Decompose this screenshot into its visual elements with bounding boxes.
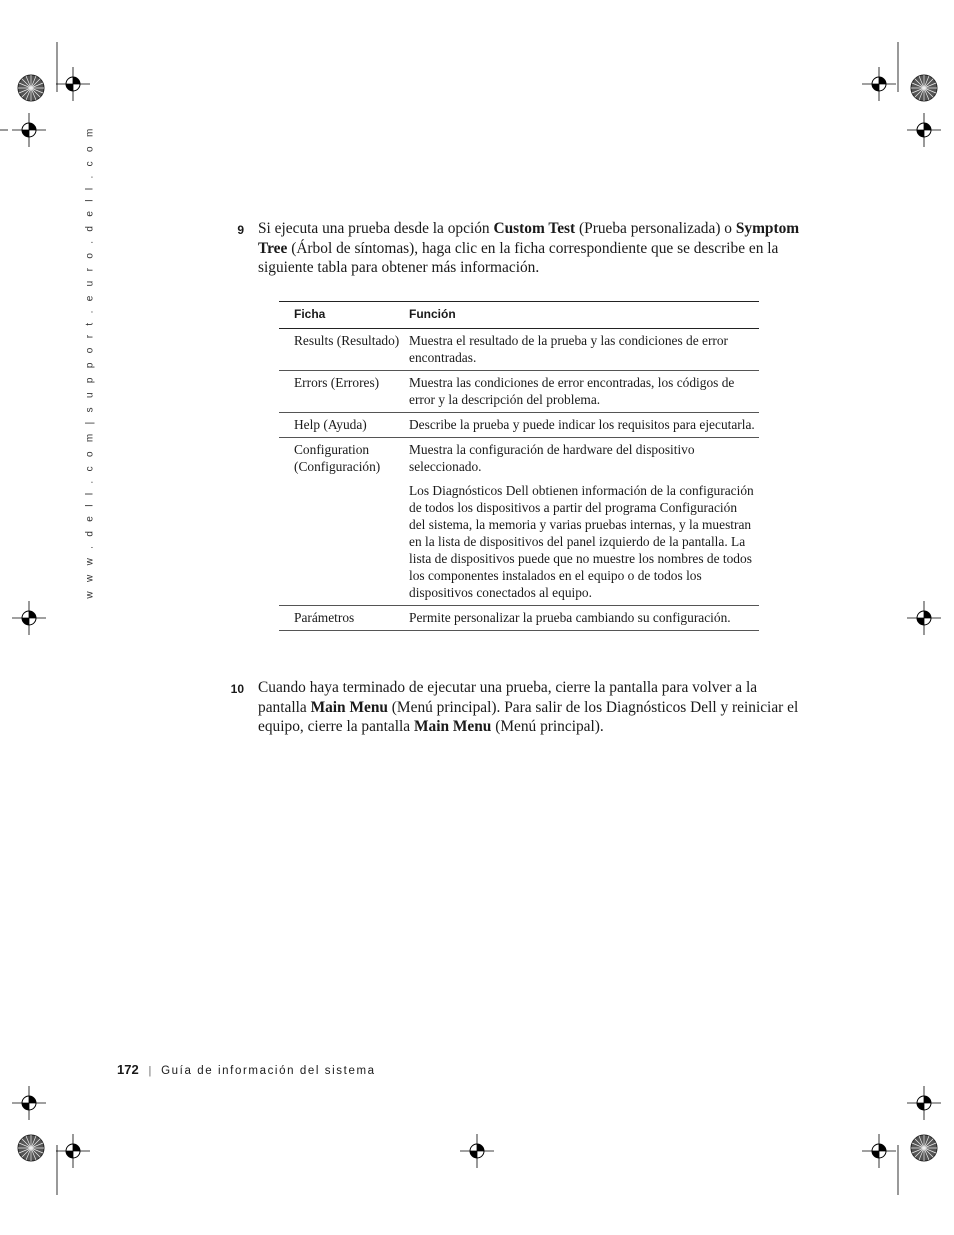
row-tab: Help (Ayuda)	[279, 413, 409, 438]
footer-title: Guía de información del sistema	[161, 1065, 376, 1077]
row-description	[409, 438, 759, 606]
main-menu-label: Main Menu	[310, 698, 388, 716]
table-row	[279, 371, 759, 413]
sidebar-url	[83, 125, 97, 599]
star-target-bottom-right	[911, 1135, 937, 1161]
crosshair-left-middle	[12, 601, 46, 635]
step-10	[214, 678, 804, 737]
row-description: Describe la prueba y puede indicar los requisitos para ejecutarla.	[409, 413, 759, 438]
crosshair-top-left	[56, 67, 90, 101]
row-description-para: Muestra la configuración de hardware del dispositivo seleccionado.	[409, 442, 695, 474]
table-row	[279, 606, 759, 631]
table-header-row	[279, 302, 759, 329]
row-description-para: Los Diagnósticos Dell obtienen información de la configuración de todos los dispositivos a partir del programa Configuración del sistema, la memoria y varias pruebas internas, y la muestran en la lista de dispositivos del panel izquierdo de la pantalla. La lista de dispositivos puede que no muestre los nombres de todos los componentes instalados en el equipo o de todos los dispositivos conectados al equipo.	[409, 483, 754, 600]
crosshair-right-middle	[907, 601, 941, 635]
star-target-bottom-left	[18, 1135, 44, 1161]
main-menu-label: Main Menu	[413, 718, 492, 735]
custom-test-label: Custom Test	[493, 220, 576, 237]
sidebar-url-text: w w w . d e l l . c o m | s u p p o r t . e u r o . d e l l . c o m	[84, 125, 96, 599]
page-footer	[117, 1062, 376, 1078]
star-target-top-right	[911, 75, 937, 101]
step-text: Cuando haya terminado de ejecutar una prueba, cierre la pantalla para volver a la pantalla Main Menu (Menú principal). Para salir de los Diagnósticos Dell y reiniciar el equipo, cierre la pantalla Main Menu (Menú principal).	[258, 679, 799, 735]
header-ficha: Ficha	[279, 302, 409, 329]
footer-separator: |	[148, 1063, 152, 1077]
tabs-table	[279, 301, 759, 631]
table-row	[279, 438, 759, 606]
crosshair-right-upper	[907, 113, 941, 147]
row-tab: Parámetros	[279, 606, 409, 631]
step-number: 9	[237, 223, 244, 237]
row-tab: Configuration (Configuración)	[279, 438, 409, 606]
crosshair-bottom-left	[56, 1134, 90, 1168]
row-description: Muestra las condiciones de error encontradas, los códigos de error y la descripción del problema.	[409, 371, 759, 413]
star-target-top-left	[18, 75, 44, 101]
step-9	[214, 219, 804, 278]
crosshair-bottom-center	[460, 1134, 494, 1168]
crosshair-right-lower	[907, 1086, 941, 1120]
header-funcion: Función	[409, 302, 759, 329]
row-tab: Errors (Errores)	[279, 371, 409, 413]
symptom-tree-label: Symptom Tree	[258, 220, 800, 257]
row-description: Permite personalizar la prueba cambiando su configuración.	[409, 606, 759, 631]
step-number: 10	[230, 682, 244, 696]
row-tab: Results (Resultado)	[279, 329, 409, 371]
step-text: Si ejecuta una prueba desde la opción Custom Test (Prueba personalizada) o Symptom Tree (Árbol de síntomas), haga clic en la ficha correspondiente que se describe en la siguiente tabla para obtener más información.	[258, 220, 800, 276]
crosshair-left-upper	[12, 113, 46, 147]
row-description: Muestra el resultado de la prueba y las condiciones de error encontradas.	[409, 329, 759, 371]
table-row	[279, 413, 759, 438]
crosshair-top-right	[862, 67, 896, 101]
crosshair-bottom-right	[862, 1134, 896, 1168]
page-number: 172	[117, 1062, 139, 1077]
crosshair-left-lower	[12, 1086, 46, 1120]
table-row	[279, 329, 759, 371]
